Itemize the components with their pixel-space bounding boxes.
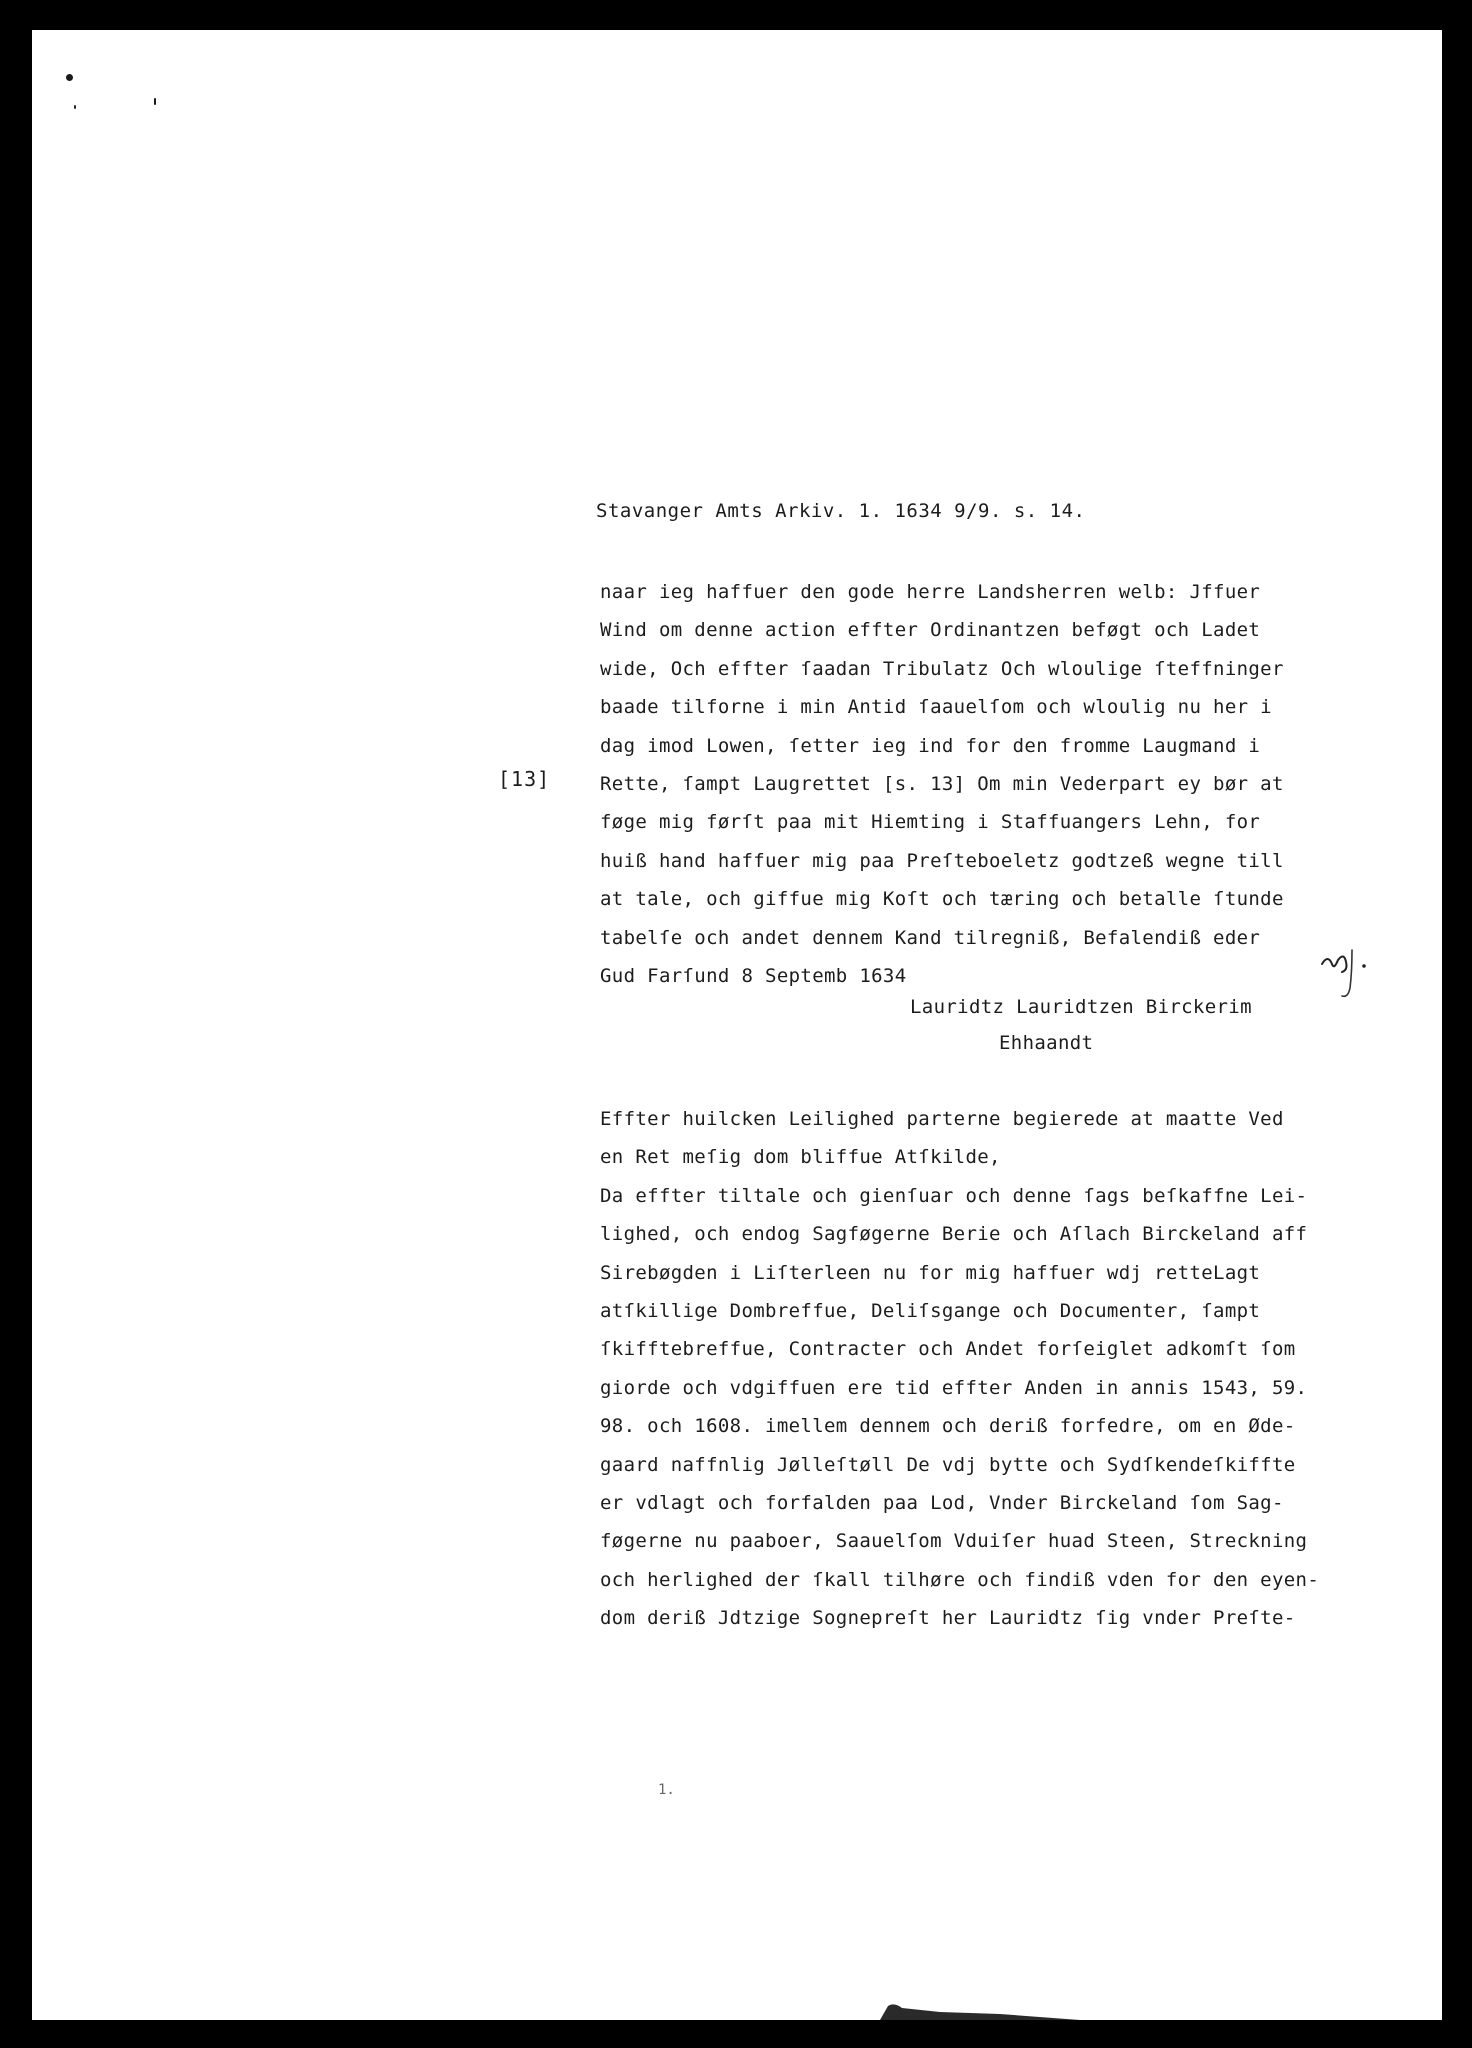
signature-note: Ehhaandt — [999, 1032, 1094, 1054]
letter-line: Wind om denne action effter Ordinantzen beføgt och Ladet — [600, 619, 1261, 642]
letter-line: føge mig førſt paa mit Hiemting i Staffuangers Lehn, for — [600, 811, 1261, 834]
verdict-line: giorde och vdgiffuen ere tid effter Anden in annis 1543, 59. — [600, 1376, 1308, 1399]
verdict-line: en Ret meſig dom bliffue Atſkilde, — [600, 1146, 1001, 1169]
verdict-body — [600, 1100, 1319, 1637]
verdict-line: dom deriß Jdtzige Sognepreſt her Lauridtz ſig vnder Preſte- — [600, 1607, 1296, 1630]
ink-speck — [66, 74, 73, 81]
verdict-line: atſkillige Dombreffue, Deliſsgange och Documenter, ſampt — [600, 1299, 1261, 1322]
letter-line: Rette, ſampt Laugrettet [s. 13] Om min Vederpart ey bør at — [600, 772, 1284, 795]
letter-line: huiß hand haffuer mig paa Preſteboeletz godtzeß wegne till — [600, 849, 1284, 872]
verdict-line: 98. och 1608. imellem dennem och deriß forfedre, om en Øde- — [600, 1415, 1296, 1438]
ink-speck — [154, 98, 156, 105]
letter-body — [600, 573, 1284, 995]
handwritten-annotation-icon — [1318, 936, 1378, 1006]
verdict-line: Sirebøgden i Liſterleen nu for mig haffuer wdj retteLagt — [600, 1261, 1261, 1284]
verdict-line: føgerne nu paaboer, Saauelſom Vduiſer huad Steen, Streckning — [600, 1530, 1308, 1553]
margin-page-reference: [13] — [498, 767, 551, 791]
footer-mark: 1. — [658, 1782, 675, 1798]
verdict-line: ſkifftebreffue, Contracter och Andet forſeiglet adkomſt ſom — [600, 1338, 1296, 1361]
verdict-line: Da effter tiltale och gienſuar och denne ſags beſkaffne Lei- — [600, 1184, 1308, 1207]
ink-speck — [74, 105, 76, 109]
letter-line: Gud Farſund 8 Septemb 1634 — [600, 964, 907, 987]
letter-line: tabelſe och andet dennem Kand tilregniß, Befalendiß eder — [600, 926, 1261, 949]
verdict-line: lighed, och endog Sagføgerne Berie och Aſlach Birckeland aff — [600, 1223, 1308, 1246]
verdict-line: och herlighed der ſkall tilhøre och findiß vden for den eyen- — [600, 1568, 1320, 1591]
verdict-line: Effter huilcken Leilighed parterne begierede at maatte Ved — [600, 1108, 1284, 1130]
document-page — [32, 30, 1442, 2020]
letter-line: dag imod Lowen, ſetter ieg ind for den fromme Laugmand i — [600, 734, 1261, 757]
verdict-line: gaard naffnlig Jølleſtøll De vdj bytte och Sydſkendeſkiffte — [600, 1453, 1296, 1476]
signature-name: Lauridtz Lauridtzen Birckerim — [910, 996, 1252, 1018]
letter-line: baade tilforne i min Antid ſaauelſom och wloulig nu her i — [600, 696, 1272, 719]
verdict-line: er vdlagt och forfalden paa Lod, Vnder Birckeland ſom Sag- — [600, 1491, 1284, 1514]
letter-line: naar ieg haffuer den gode herre Landsherren welb: Jffuer — [600, 581, 1261, 603]
page-edge-scuff-icon — [880, 2002, 1080, 2020]
letter-line: at tale, och giffue mig Koſt och tæring och betalle ſtunde — [600, 888, 1284, 911]
archive-reference: Stavanger Amts Arkiv. 1. 1634 9/9. s. 14. — [596, 500, 1086, 522]
letter-line: wide, Och effter ſaadan Tribulatz Och wloulige ſteffninger — [600, 657, 1284, 680]
